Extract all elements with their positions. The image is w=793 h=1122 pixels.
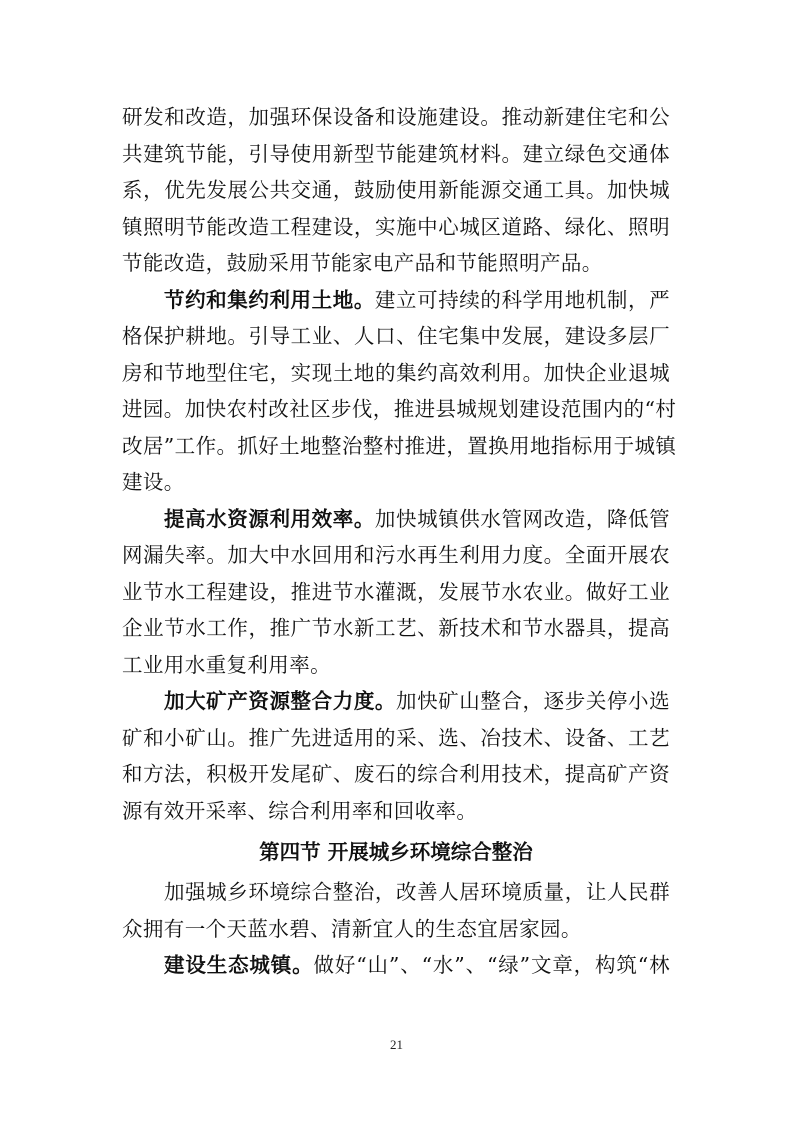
text-line: 众拥有一个天蓝水碧、清新宜人的生态宜居家园。 <box>122 916 582 941</box>
paragraph-lead-title: 建设生态城镇。 <box>164 953 314 977</box>
text-line: 系，优先发展公共交通，鼓励使用新能源交通工具。加快城 <box>122 178 670 202</box>
text-line <box>122 501 670 538</box>
paragraph-lead-title: 加大矿产资源整合力度。 <box>164 689 396 713</box>
text-line: 和方法，积极开发尾矿、废石的综合利用技术，提高矿产资 <box>122 762 670 786</box>
text-line <box>122 683 670 720</box>
paragraph-lead-title: 节约和集约利用土地。 <box>164 287 375 312</box>
text-run: 加快矿山整合，逐步关停小选 <box>396 689 670 713</box>
text-line: 建设。 <box>122 470 185 494</box>
document-body <box>122 99 677 984</box>
text-line: 工业用水重复利用率。 <box>122 652 331 677</box>
text-line: 加强城乡环境综合整治，改善人居环境质量，让人民群 <box>164 880 670 904</box>
paragraph-water-efficiency <box>122 501 670 684</box>
text-line: 房和节地型住宅，实现土地的集约高效利用。加快企业退城 <box>122 360 670 385</box>
text-line: 网漏失率。加大中水回用和污水再生利用力度。全面开展农 <box>122 543 670 567</box>
text-line: 节能改造，鼓励采用节能家电产品和节能照明产品。 <box>122 251 603 275</box>
paragraph-lead-title: 提高水资源利用效率。 <box>164 506 375 531</box>
text-line <box>122 947 670 984</box>
paragraph-ecological-towns <box>122 947 670 984</box>
text-line: 研发和改造，加强环保设备和设施建设。推动新建住宅和公 <box>122 105 670 129</box>
text-line: 矿和小矿山。推广先进适用的采、选、冶技术、设备、工艺 <box>122 725 670 750</box>
text-line: 格保护耕地。引导工业、人口、住宅集中发展，建设多层厂 <box>122 324 670 348</box>
section-heading: 第四节 开展城乡环境综合整治 <box>259 840 533 864</box>
text-line: 改居”工作。抓好土地整治整村推进，置换用地指标用于城镇 <box>122 433 677 458</box>
text-line: 业节水工程建设，推进节水灌溉，发展节水农业。做好工业 <box>122 579 670 604</box>
text-line: 进园。加快农村改社区步伐，推进县城规划建设范围内的“村 <box>122 397 677 421</box>
text-line: 共建筑节能，引导使用新型节能建筑材料。建立绿色交通体 <box>122 141 670 166</box>
text-run: 做好“山”、“水”、“绿”文章，构筑“林 <box>313 953 670 977</box>
text-run: 加快城镇供水管网改造，降低管 <box>374 506 671 531</box>
text-run: 建立可持续的科学用地机制，严 <box>374 287 671 312</box>
text-line <box>122 282 670 319</box>
paragraph-energy-saving <box>122 99 670 282</box>
text-line: 镇照明节能改造工程建设，实施中心城区道路、绿化、照明 <box>122 214 670 239</box>
text-line: 源有效开采率、综合利用率和回收率。 <box>122 798 478 823</box>
paragraph-mineral-resources <box>122 683 670 829</box>
paragraph-land-use <box>122 282 677 501</box>
text-line: 企业节水工作，推广节水新工艺、新技术和节水器具，提高 <box>122 616 670 640</box>
page-number: 21 <box>390 1037 403 1052</box>
paragraph-environment-intro <box>122 874 670 947</box>
